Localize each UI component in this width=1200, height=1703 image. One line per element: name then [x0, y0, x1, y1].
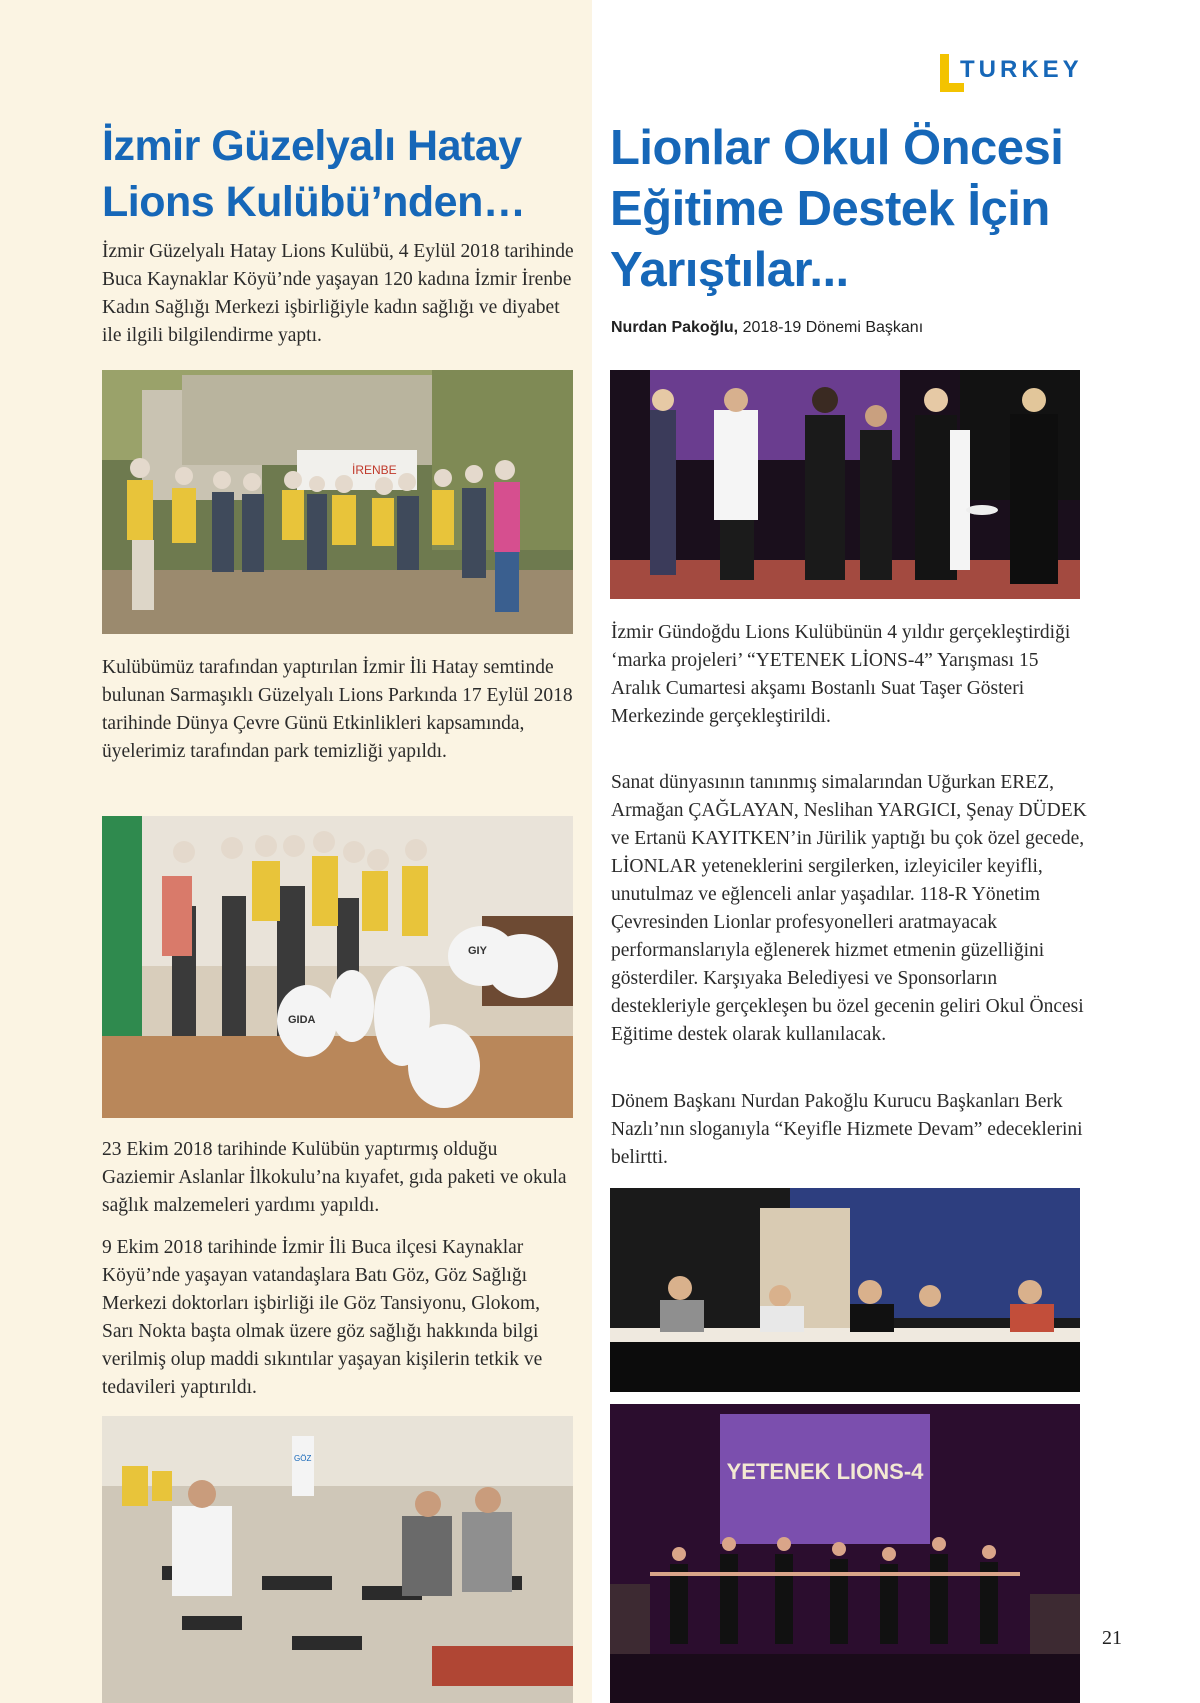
- group-photo-donation-graphic: [102, 816, 573, 1118]
- brand-name: TURKEY: [960, 56, 1083, 83]
- left-intro-paragraph: İzmir Güzelyalı Hatay Lions Kulübü, 4 Eylül 2018 tarihinde Buca Kaynaklar Köyü’nde yaşayan 120 kadına İzmir İrenbe Kadın Sağlığı Merkezi işbirliğiyle kadın sağlığı ve diyabet ile ilgili bilgilendirme yaptı.: [102, 241, 574, 346]
- stage-award-photo-graphic: [610, 370, 1080, 599]
- right-paragraph-contest: İzmir Gündoğdu Lions Kulübünün 4 yıldır gerçekleştirdiği ‘marka projeleri’ “YETENEK LİONS-4” Yarışması 15 Aralık Cumartesi akşamı Bostanlı Suat Taşer Gösteri Merkezinde gerçekleştirildi.: [611, 622, 1071, 727]
- right-title-line-1: Lionlar Okul Öncesi: [610, 121, 1064, 175]
- jury-table-photo: [610, 1188, 1080, 1392]
- left-paragraph-school-aid: 23 Ekim 2018 tarihinde Kulübün yaptırmış olduğu Gaziemir Aslanlar İlkokulu’na kıyafet, gıda paketi ve okula sağlık malzemeleri yardımı yapıldı.: [102, 1139, 567, 1216]
- page-number: 21: [1102, 1627, 1122, 1649]
- group-photo-donation: [102, 816, 573, 1118]
- logo-l-mark-base: [940, 83, 964, 92]
- left-title-line-2: Lions Kulübü’nden…: [102, 178, 526, 226]
- author-role: 2018-19 Dönemi Başkanı: [742, 319, 924, 336]
- dance-performance-photo-graphic: [610, 1404, 1080, 1703]
- right-paragraph-jury: Sanat dünyasının tanınmış simalarından Uğurkan EREZ, Armağan ÇAĞLAYAN, Neslihan YARGICI, Şenay DÜDEK ve Ertanü KAYITKEN’in Jürilik yaptığı bu çok özel gecede, LİONLAR yeteneklerini sergilerken, izleyiciler keyifli, unutulmaz ve eğlenceli anlar yaşadılar. 118-R Yönetim Çevresinden Lionlar profesyonelleri aratmayacak performanslarıyla eğlenerek hizmet etmenin güzelliğini gösterdiler. Karşıyaka Belediyesi ve Sponsorların destekleriyle gerçekleşen bu özel gecenin geliri Okul Öncesi Eğitime destek olarak kullanılacak.: [611, 772, 1087, 1045]
- stage-award-photo: [610, 370, 1080, 599]
- seminar-photo-graphic: [102, 1416, 573, 1703]
- right-title-line-3: Yarıştılar...: [610, 243, 849, 297]
- bag-label-gida: GIDA: [288, 1014, 316, 1026]
- right-paragraph-slogan: Dönem Başkanı Nurdan Pakoğlu Kurucu Başkanları Berk Nazlı’nın sloganıyla “Keyifle Hizmete Devam” edeceklerini belirtti.: [611, 1091, 1083, 1168]
- author-byline: [611, 319, 923, 337]
- left-paragraph-park-cleaning: Kulübümüz tarafından yaptırılan İzmir İli Hatay semtinde bulunan Sarmaşıklı Güzelyalı Lions Parkında 17 Eylül 2018 tarihinde Dünya Çevre Günü Etkinlikleri kapsamında, üyelerimiz tarafından park temizliği yapıldı.: [102, 657, 573, 762]
- right-article-title: [610, 118, 1130, 301]
- left-article-title: [102, 118, 582, 230]
- author-name: Nurdan Pakoğlu,: [611, 319, 739, 336]
- goz-banner-text: GÖZ: [294, 1454, 312, 1463]
- left-title-line-1: İzmir Güzelyalı Hatay: [102, 122, 522, 170]
- yetenek-banner-text: YETENEK LIONS-4: [726, 1459, 924, 1484]
- bag-label-giy: GIY: [468, 945, 487, 957]
- group-photo-outdoor: [102, 370, 573, 634]
- dance-performance-photo: [610, 1404, 1080, 1703]
- right-title-line-2: Eğitime Destek İçin: [610, 182, 1050, 236]
- group-photo-outdoor-graphic: [102, 370, 573, 634]
- lions-turkey-logo: [940, 54, 1090, 94]
- seminar-photo: [102, 1416, 573, 1703]
- left-paragraph-eye-health: 9 Ekim 2018 tarihinde İzmir İli Buca ilçesi Kaynaklar Köyü’nde yaşayan vatandaşlara Batı Göz, Göz Sağlığı Merkezi doktorları işbirliği ile Göz Tansiyonu, Glokom, Sarı Nokta başta olmak üzere göz sağlığı hakkında bilgi verilmiş olup maddi sıkıntılar yaşayan kişilerin tetkik ve tedavileri yaptırıldı.: [102, 1237, 543, 1398]
- jury-table-photo-graphic: [610, 1188, 1080, 1392]
- park-sign-text: İRENBE: [352, 463, 397, 477]
